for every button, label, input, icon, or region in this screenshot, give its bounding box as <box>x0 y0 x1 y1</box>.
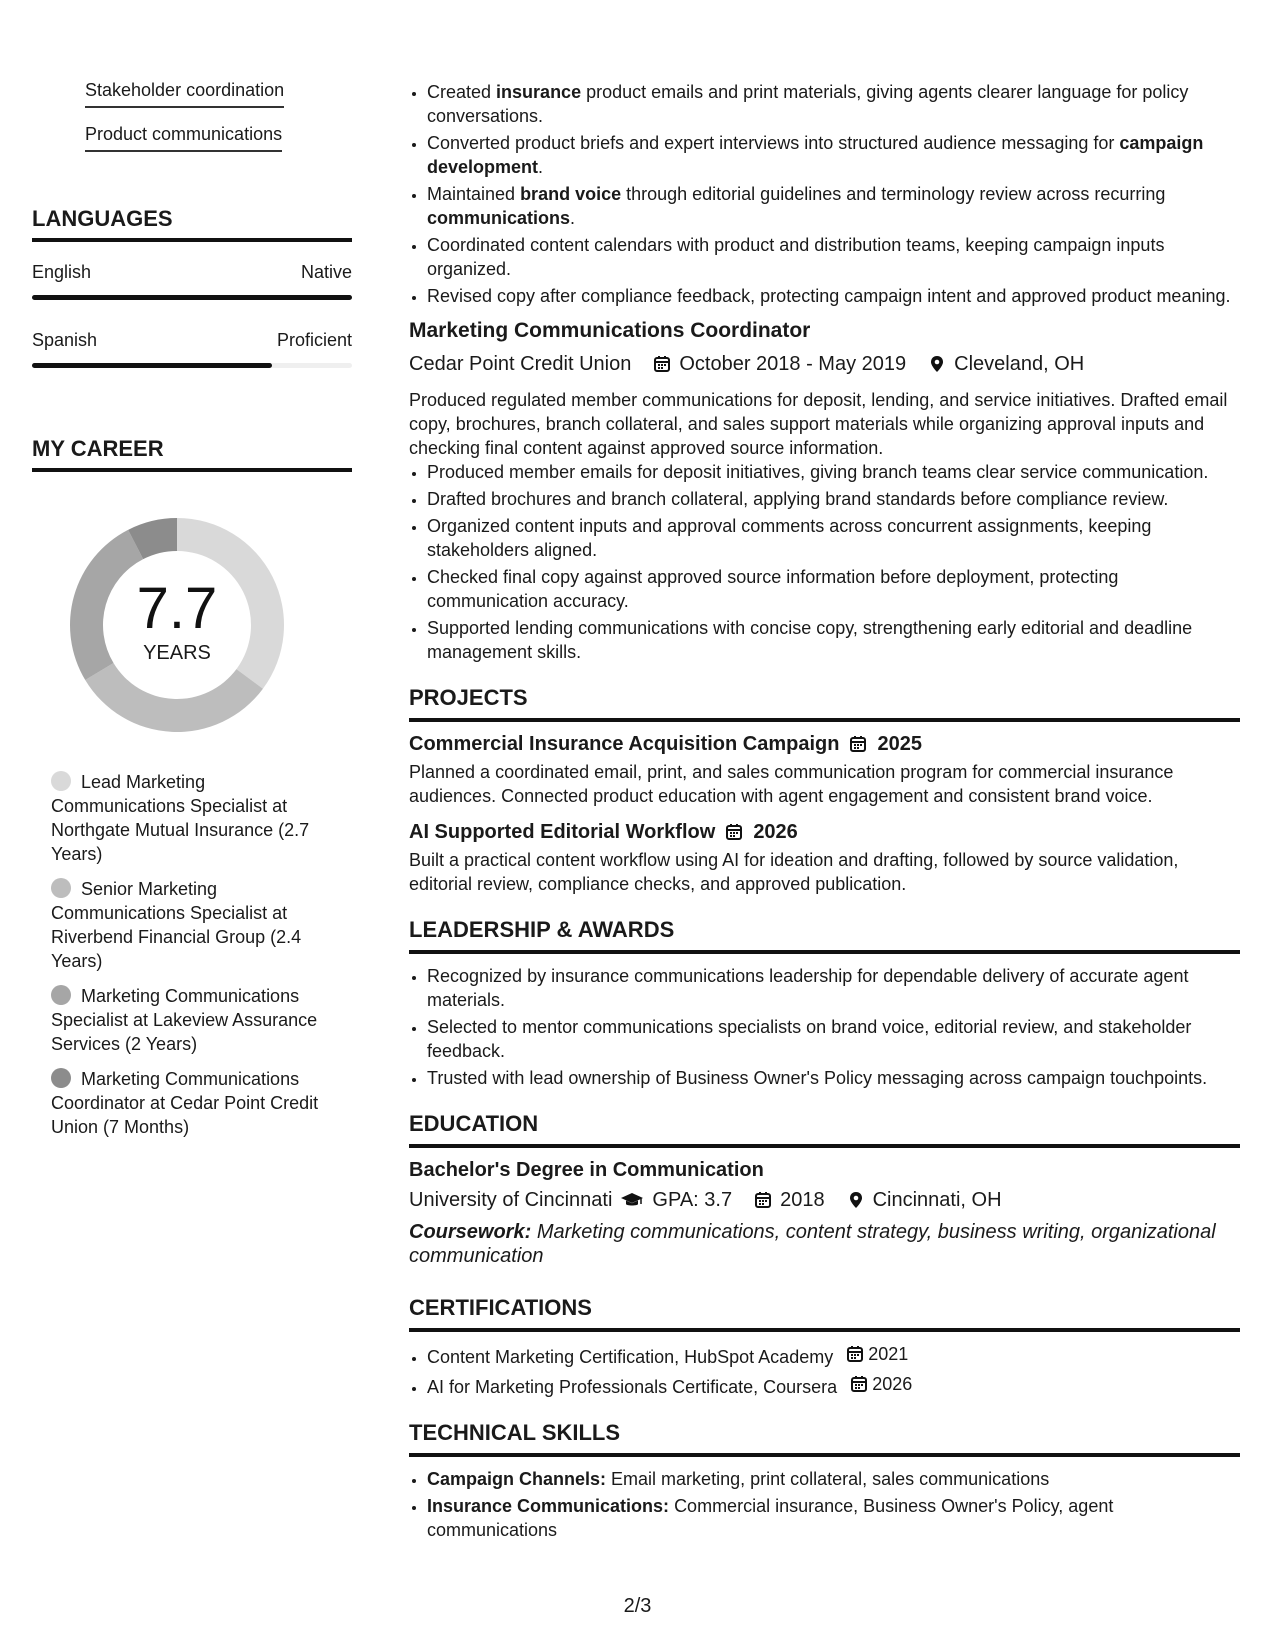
language-name: English <box>32 262 92 282</box>
technical-skill-value: Commercial insurance, Business Owner's Policy, agent communications <box>427 1496 1114 1540</box>
job-meta <box>409 352 1240 376</box>
leadership-bullet: • Trusted with lead ownership of Business Owner's Policy messaging across campaign touchpoints. <box>427 1066 1240 1090</box>
leadership-bullets <box>409 964 1240 1090</box>
education-heading: EDUCATION <box>409 1110 1240 1148</box>
career-legend-item <box>51 770 331 866</box>
previous-job-bullets <box>409 80 1240 308</box>
career-legend-item <box>51 877 331 973</box>
skill-tag: Stakeholder coordination <box>85 80 284 108</box>
project-year: 2025 <box>877 733 922 755</box>
certification-year: 2026 <box>872 1374 913 1394</box>
education-degree: Bachelor's Degree in Communication <box>409 1159 764 1181</box>
coursework-label: Coursework: <box>409 1221 532 1243</box>
career-legend-label: Marketing Communications Coordinator at Cedar Point Credit Union (7 Months) <box>51 1069 319 1137</box>
language-row <box>32 262 352 300</box>
career-donut-chart <box>64 512 290 738</box>
language-bar <box>32 295 352 300</box>
project-title: Commercial Insurance Acquisition Campaign <box>409 733 840 755</box>
education-location: Cincinnati, OH <box>872 1189 1002 1211</box>
project-title-row <box>409 820 1240 844</box>
career-heading: MY CAREER <box>32 436 352 472</box>
job-bullet: • Supported lending communications with concise copy, strengthening early editorial and deadline management skills. <box>427 616 1240 664</box>
language-level: Proficient <box>276 330 352 350</box>
language-level: Native <box>300 262 352 282</box>
project-description: Built a practical content workflow using AI for ideation and drafting, followed by source validation, editorial review, compliance checks, and approved publication. <box>409 850 1179 894</box>
career-legend-label: Senior Marketing Communications Specialist at Riverbend Financial Group (2.4 Years) <box>51 879 302 971</box>
language-bar <box>32 363 352 368</box>
technical-skill-value: Email marketing, print collateral, sales communications <box>611 1469 1050 1489</box>
certifications-heading: CERTIFICATIONS <box>409 1294 1240 1332</box>
language-bar-fill <box>32 295 352 300</box>
career-legend-label: Lead Marketing Communications Specialist at Northgate Mutual Insurance (2.7 Years) <box>51 772 310 864</box>
leadership-bullet: • Selected to mentor communications specialists on brand voice, editorial review, and stakeholder feedback. <box>427 1015 1240 1063</box>
job-bullet: • Maintained brand voice through editorial guidelines and terminology review across recurring communications. <box>427 182 1240 230</box>
career-legend-label: Marketing Communications Specialist at Lakeview Assurance Services (2 Years) <box>51 986 318 1054</box>
certification-name: Content Marketing Certification, HubSpot Academy <box>427 1347 834 1367</box>
technical-skill-item <box>427 1494 1240 1542</box>
job-location: Cleveland, OH <box>954 353 1085 375</box>
career-legend <box>51 770 331 1139</box>
language-name: Spanish <box>32 330 98 350</box>
career-total-unit: YEARS <box>143 642 211 664</box>
job-bullets <box>409 460 1240 664</box>
location-pin-icon <box>847 1191 865 1209</box>
language-bar-fill <box>32 363 272 368</box>
leadership-heading: LEADERSHIP & AWARDS <box>409 916 1240 954</box>
graduation-cap-icon <box>620 1191 644 1209</box>
job-bullet: • Converted product briefs and expert interviews into structured audience messaging for campaign development. <box>427 131 1240 179</box>
career-total-value: 7.7 <box>136 576 218 641</box>
legend-dot-icon <box>51 878 71 898</box>
leadership-bullet: • Recognized by insurance communications leadership for dependable delivery of accurate agent materials. <box>427 964 1240 1012</box>
job-title: Marketing Communications Coordinator <box>409 319 811 342</box>
education-gpa: GPA: 3.7 <box>652 1189 733 1211</box>
career-legend-item <box>51 1067 331 1139</box>
education-year: 2018 <box>780 1189 825 1211</box>
job-description: Produced regulated member communications for deposit, lending, and service initiatives. Drafted email copy, brochures, branch collateral, and sales support materials while organizing approval inputs and checking final content against approved source information. <box>409 390 1228 458</box>
technical-skill-label: Campaign Channels: <box>427 1469 607 1489</box>
job-bullet: • Revised copy after compliance feedback, protecting campaign intent and approved product meaning. <box>427 284 1240 308</box>
languages-heading: LANGUAGES <box>32 206 352 242</box>
certification-item <box>427 1342 1240 1369</box>
job-bullet: • Drafted brochures and branch collateral, applying brand standards before compliance review. <box>427 487 1240 511</box>
calendar-icon <box>725 823 743 841</box>
job-dates: October 2018 - May 2019 <box>679 353 907 375</box>
left-column <box>32 80 352 1150</box>
coursework-text: Marketing communications, content strategy, business writing, organizational communication <box>409 1221 1216 1267</box>
legend-dot-icon <box>51 1068 71 1088</box>
legend-dot-icon <box>51 985 71 1005</box>
job-bullet: • Checked final copy against approved source information before deployment, protecting communication accuracy. <box>427 565 1240 613</box>
career-section <box>32 436 352 1139</box>
right-column <box>409 80 1240 1545</box>
job-company: Cedar Point Credit Union <box>409 353 632 375</box>
education-coursework <box>409 1220 1240 1268</box>
job-bullet: • Coordinated content calendars with product and distribution teams, keeping campaign inputs organized. <box>427 233 1240 281</box>
technical-skill-item <box>427 1467 1240 1491</box>
job-bullet: • Produced member emails for deposit initiatives, giving branch teams clear service communication. <box>427 460 1240 484</box>
calendar-icon <box>754 1191 772 1209</box>
legend-dot-icon <box>51 771 71 791</box>
project-year: 2026 <box>753 821 798 843</box>
career-legend-item <box>51 984 331 1056</box>
languages-section <box>32 206 352 368</box>
certification-name: AI for Marketing Professionals Certificate, Coursera <box>427 1377 838 1397</box>
location-pin-icon <box>928 355 946 373</box>
calendar-icon <box>846 1345 864 1363</box>
technical-skills-heading: TECHNICAL SKILLS <box>409 1419 1240 1457</box>
projects-heading: PROJECTS <box>409 684 1240 722</box>
project-description: Planned a coordinated email, print, and sales communication program for commercial insurance audiences. Connected product education with agent engagement and consistent brand voice. <box>409 762 1174 806</box>
technical-skill-label: Insurance Communications: <box>427 1496 670 1516</box>
job-bullet: • Organized content inputs and approval comments across concurrent assignments, keeping stakeholders aligned. <box>427 514 1240 562</box>
job-bullet: • Created insurance product emails and print materials, giving agents clearer language for policy conversations. <box>427 80 1240 128</box>
certification-list <box>409 1342 1240 1399</box>
skill-tag: Product communications <box>85 124 282 152</box>
education-meta <box>409 1188 1240 1212</box>
technical-skills-list <box>409 1467 1240 1542</box>
certification-item <box>427 1372 1240 1399</box>
skill-tags <box>85 80 352 168</box>
calendar-icon <box>653 355 671 373</box>
page-number: 2/3 <box>623 1595 652 1617</box>
calendar-icon <box>850 1375 868 1393</box>
language-row <box>32 330 352 368</box>
certification-year: 2021 <box>868 1344 909 1364</box>
project-title-row <box>409 732 1240 756</box>
calendar-icon <box>849 735 867 753</box>
education-school: University of Cincinnati <box>409 1189 613 1211</box>
project-title: AI Supported Editorial Workflow <box>409 821 716 843</box>
